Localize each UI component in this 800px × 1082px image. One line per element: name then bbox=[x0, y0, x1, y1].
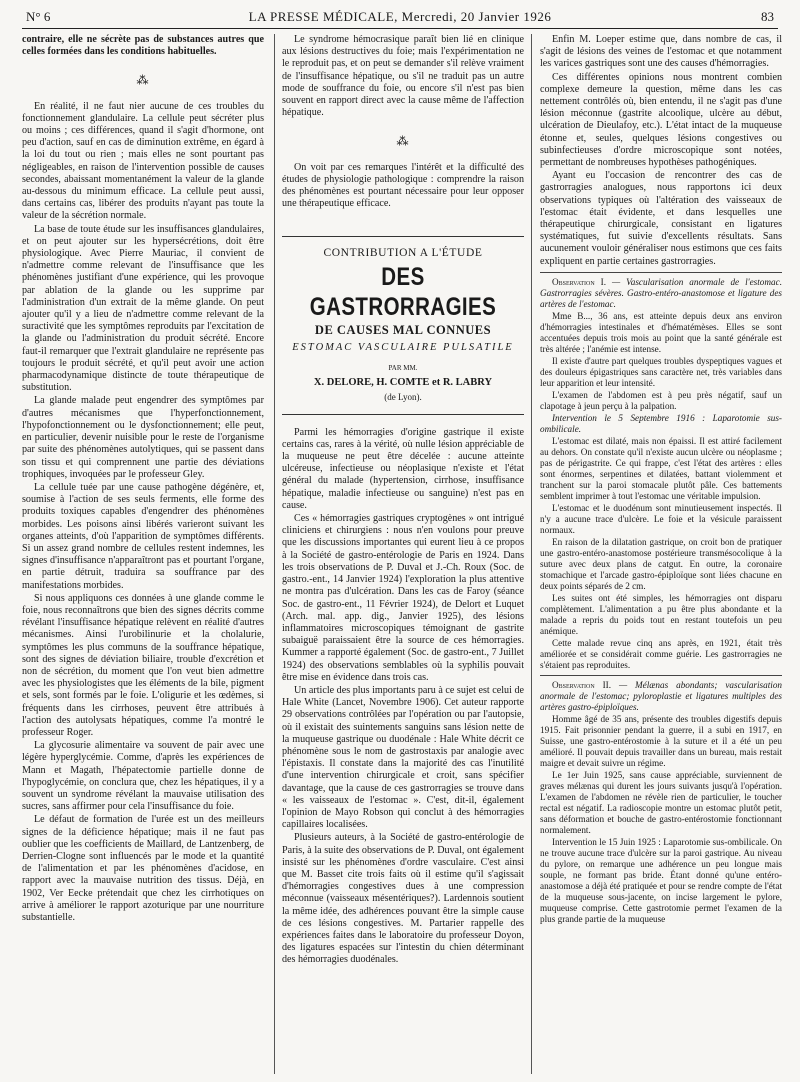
observation-title: — Mélænas abondants; vascularisation anormale de l'estomac; pyloroplastie et ligatures multiples des artères gastro-épiploïques. bbox=[540, 679, 782, 712]
paragraph: Ces différentes opinions nous montrent combien complexe demeure la question, même dans les cas nettement contrôlés où, bien entendu, il ne s'agit pas d'une lésion méconnue (gastrite alcoolique, ulcère au début, ulcération de Dieulafoy, etc.). L'état intact de la muqueuse étonne et, seules, quelques lésions congestives ou subinfectieuses d'ordre microscopique sont notées, permettant de nombreuses hypothèses pathogéniques. bbox=[540, 71, 782, 169]
paragraph: Plusieurs auteurs, à la Société de gastro-entérologie de Paris, à la suite des observations de P. Duval, ont également insisté sur les phénomènes d'ordre vasculaire. C'est ainsi que M. Basset cite trois faits où il estime qu'il s'agissait d'hémorragies congestives dues à une compression méconnue (vaisseaux mésentériques?). Lardennois soutient la même idée, des adhérences pouvant être la simple cause de ces lésions congestives. M. Partarier rappelle des expériences faites dans le laboratoire du professeur Doyon, des ligatures espacées sur l'intestin du chien déterminant des hémorragies duodénales. bbox=[282, 832, 524, 966]
paragraph: La glande malade peut engendrer des symptômes par d'autres mécanismes que l'hyperfonctionnement, l'hypofonctionnement ou le dysfonctionnement; elle peut, en particulier, devenir nuisible pour le reste de l'organisme par suite des phénomènes autolytiques, qui se passent dans son tissu et qui comprennent une partie des déviations trophiques, invoquées par le professeur Gley. bbox=[22, 395, 264, 480]
article-subtitle-2: ESTOMAC VASCULAIRE PULSATILE bbox=[292, 341, 514, 353]
observation-body bbox=[540, 714, 782, 925]
paragraph: On voit par ces remarques l'intérêt et la difficulté des études de physiologie pathologique : comprendre la raison des phénomènes est pourtant nécessaire pour leur opposer une thérapeutique efficace. bbox=[282, 161, 524, 210]
article-subtitle: DE CAUSES MAL CONNUES bbox=[314, 322, 492, 337]
section-separator: ⁂ bbox=[136, 73, 150, 88]
paragraph: Le syndrome hémocrasique paraît bien lié en clinique aux lésions destructives du foie; mais l'expérimentation ne le reproduit pas, et on peut se demander s'il relève vraiment de l'insuffisance hépatique, ou s'il ne traduit pas un autre mode de souffrance du foie, ou encore s'il n'est pas bien souvent en rapport direct avec la cause même de l'affection hépatique. bbox=[282, 34, 524, 119]
observation-label: Observation II. bbox=[552, 679, 612, 690]
observation-heading bbox=[540, 277, 782, 310]
paragraph: Cette malade revue cinq ans après, en 1921, était très améliorée et se considérait comme guérie. Les gastrorragies ne s'étaient pas reproduites. bbox=[540, 637, 782, 670]
paragraph: La base de toute étude sur les insuffisances glandulaires, et on peut ajouter sur les hypersécrétions, doit être physiologique. Avec Pierre Mauriac, il convient de n'admettre comme relevant de l'insuffisance que les phénomènes justifiant d'une expérience, qui les provoque par ablation de la glande ou les supprime par l'administration d'un extrait de la même glande. On peut ajouter qu'il y a lieu de n'admettre comme relevant de la suractivité que les symptômes reproduits par l'excitation de la glande ou l'administration du produit sécrété. Encore faut-il remarquer que l'extrait glandulaire ne représente pas toujours le produit sécrété, et qu'il peut avoir une action pharmacodynamique distincte de toute thérapeutique de substitution. bbox=[22, 223, 264, 394]
column-2 bbox=[282, 34, 524, 1074]
paragraph: L'estomac est dilaté, mais non épaissi. Il est attiré facilement au dehors. On constate qu'il n'existe aucun ulcère ou néoplasme ; pas de périgastrite. Ce qui frappe, c'est l'état des artères : elles sont énormes, serpentines et dilatées, battant violemment et tranchent sur la paroi stomacale plutôt pâle. Ces battements semblent imprimer à tout l'estomac une véritable impulsion. bbox=[540, 435, 782, 501]
paragraph: En réalité, il ne faut nier aucune de ces troubles du fonctionnement glandulaire. La cellule peut sécréter plus ou moins ; ces différences, quand il s'agit d'hormone, ont peu d'action, sauf en cas de diminution extrême, en égard à la loi du tout ou rien ; mais elles ne sont pourtant pas négligeables, en raison de l'intervention possible de causes secondes, abaissant momentanément la valeur de la glande au-dessous du minimum efficace. La cellule peut aussi, dans certains cas, libérer des produits n'ayant pas toute la valeur de la sécrétion normale. bbox=[22, 100, 264, 222]
paragraph: Ces « hémorragies gastriques cryptogènes » ont intrigué cliniciens et chirurgiens : nous n'en voulons pour preuve que les discussions importantes qui eurent lieu à ce propos à la Société de gastro-entérologie de Paris en 1924. Dans les trois observations de P. Duval et J.-Ch. Roux (Soc. de gastro.-ent., 14 Janvier 1924) l'exploration la plus attentive ne montra pas d'ulcération. Dans les cas de Faroy (séance Soc. de gastro-ent., 11 Février 1924), de Delort et Luquet (Arch. mal. app. dig., Janvier 1925), des lésions inflammatoires microscopiques témoignant de gastrite subaiguë paraissaient être la source de ces hémorragies. Kummer a rapporté également (Soc. de gastro-ent., 7 Juillet 1924) des observations semblables où la syphilis pouvait être mise en évidence dans trois cas. bbox=[282, 513, 524, 683]
paragraph: Parmi les hémorragies d'origine gastrique il existe certains cas, rares à la vérité, où nulle lésion appréciable de la muqueuse ne peut être décelée : aucune atteinte ulcéreuse, infectieuse ou néoplasique n'existe et l'état général du malade (hypertension, cirrhose, insuffisance hépatique, maladie infectieuse ou sanguine) n'est pas en cause. bbox=[282, 426, 524, 511]
paragraph: Homme âgé de 35 ans, présente des troubles digestifs depuis 1915. Fait prisonnier pendant la guerre, il a subi en 1917, en Suisse, une gastro-entérostomie à la suture et il a été un peu amélioré. Il pouvait depuis travailler dans un bureau, mais restait maigre et devait suivre un régime. bbox=[540, 713, 782, 768]
paragraph: Les suites ont été simples, les hémorragies ont disparu complètement. L'alimentation a pu être plus abondante et la malade a repris du poids tout en restant toutefois un peu anémique. bbox=[540, 592, 782, 636]
paragraph: L'estomac et le duodénum sont minutieusement inspectés. Il n'y a aucune trace d'ulcère. Le foie et la vésicule paraissent normaux. bbox=[540, 502, 782, 535]
column-1 bbox=[22, 34, 264, 1074]
paragraph: L'examen de l'abdomen est à peu près négatif, sauf un clapotage à jeun perçu à la palpation. bbox=[540, 389, 782, 411]
observation-title: — Vascularisation anormale de l'estomac. Gastrorragies sévères. Gastro-entéro-anastomose et ligature des artères de l'estomac. bbox=[540, 276, 782, 309]
divider bbox=[540, 272, 782, 273]
section-separator: ⁂ bbox=[396, 134, 410, 149]
column-3 bbox=[540, 34, 782, 1074]
paragraph: Un article des plus importants paru à ce sujet est celui de Hale White (Lancet, Novembre 1906). Cet auteur rapporte 29 observations contrôlées par l'opération ou par l'autopsie, où il existait des suintements sanguins sans lésion nette de la muqueuse gastrique ou duodénale : Hale White décrit ce phénomène sous le nom de gastrostaxis par analogie avec l'épistaxis. Il constate dans la majorité des cas l'inutilité d'une intervention chirurgicale et croit, sans spécifier davantage, que la cause de ces gastrorragies se trouve dans « les vaisseaux de l'estomac ». C'est, dit-il, également l'opinion de Mayo Robson qui conclut à des hémorragies capillaires localisées. bbox=[282, 684, 524, 831]
paragraph: Intervention le 15 Juin 1925 : Laparotomie sus-ombilicale. On ne trouve aucune trace d'ulcère sur la paroi gastrique. Au niveau du pylore, on remarque une adhérence un peu longue mais souple, ne formant pas bride. Étant donné qu'une entéro-anastomose a déjà été pratiquée et pour se rendre compte de l'état de la muqueuse sous-jacente, on incise largement le pylore, muqueuse comprise. Cette gastrotomie permet l'examen de la plus grande partie de la muqueuse bbox=[540, 836, 782, 924]
paragraph: Il existe d'autre part quelques troubles dyspeptiques vagues et des douleurs épigastriques sans caractère net, très variables dans leur apparition et leur intensité. bbox=[540, 355, 782, 388]
paragraph: Le défaut de formation de l'urée est un des meilleurs signes de la déficience hépatique; mais il ne faut pas oublier que les coefficients de Maillard, de Lantzenberg, de Derrien-Clogne sont influencés par le mode et la quantité de l'alimentation et par les phénomènes d'acidose, en rapport avec la mauvaise nutrition des tissus. Déjà, en 1902, Ver Eecke prétendait que chez les cirrhotiques on arrive à améliorer le rapport azoturique par une nourriture substantielle. bbox=[22, 814, 264, 924]
article-kicker: CONTRIBUTION A L'ÉTUDE bbox=[323, 247, 483, 260]
paragraph: contraire, elle ne sécrète pas de substances autres que celles formées dans les conditions habituelles. bbox=[22, 34, 264, 58]
paragraph: Si nous appliquons ces données à une glande comme le foie, nous reconnaîtrons que bien des signes décrits comme révélant l'insuffisance hépatique relèvent en réalité d'autres mécanismes. Ainsi l'urobilinurie et la cholalurie, symptômes les plus communs de la souffrance hépatique, sont des signes de déviation biliaire, trouble d'excrétion et non de sécrétion, du moment que l'on veut bien admettre avec les physiologistes que les éléments de la bile, pigment et sels, sont formés par le foie. L'oligurie et les œdèmes, si fréquents dans les cirrhoses, peuvent être attribués à l'action des autolysats hépatiques, comme l'a montré le professeur Roger. bbox=[22, 592, 264, 738]
paragraph: Mme B..., 36 ans, est atteinte depuis deux ans environ d'hémorragies intestinales et d'hématémèses. Elles se sont accentuées depuis trois mois au point que la santé générale est très altérée ; l'anémie est intense. bbox=[540, 310, 782, 354]
article-authors: X. DELORE, H. COMTE et R. LABRY bbox=[313, 377, 493, 389]
paragraph: La cellule tuée par une cause pathogène dégénère, et, soumise à l'action de ses seuls ferments, elle forme des produits toxiques capables d'engendrer des phénomènes morbides. Les poisons ainsi libérés varieront suivant les organes atteints, d'où l'apparition de symptômes différents. Si un assez grand nombre de cellules restent indemnes, les signes d'insuffisance n'apparaîtront pas et pourtant l'organe, en partie détruit, traduira sa souffrance par des manifestations morbides. bbox=[22, 481, 264, 591]
paragraph: Enfin M. Loeper estime que, dans nombre de cas, il s'agit de lésions des veines de l'estomac et que notamment les varices gastriques sont une des causes d'hémorragies. bbox=[540, 34, 782, 70]
page-number: 83 bbox=[761, 9, 774, 24]
paragraph: En raison de la dilatation gastrique, on croit bon de pratiquer une gastro-entéro-anastomose postérieure transmésocolique à la suture avec deux plans de catgut. En outre, la coronaire stomachique et l'arcade gastro-épiploïque sont liées chacune en deux points séparés de 2 cm. bbox=[540, 536, 782, 591]
observation-body bbox=[540, 311, 782, 671]
running-header bbox=[22, 6, 778, 29]
paragraph: Intervention le 5 Septembre 1916 : Laparotomie sus-ombilicale. bbox=[540, 412, 782, 434]
issue-number: N° 6 bbox=[26, 9, 51, 24]
observation-label: Observation I. bbox=[552, 276, 607, 287]
observation-heading bbox=[540, 680, 782, 713]
divider bbox=[540, 675, 782, 676]
journal-title: LA PRESSE MÉDICALE, Mercredi, 20 Janvier 1926 bbox=[248, 9, 552, 24]
paragraph: Ayant eu l'occasion de rencontrer des cas de gastrorragies analogues, nous rapportons ici deux observations typiques où l'altération des vaisseaux de l'estomac était évidente, et dans lesquelles une thérapeutique chirurgicale, consistant en ligatures systématiques, fut suivie d'excellents résultats. Sans aucunement vouloir généraliser nous estimons que ces faits expliquent en partie certaines gastrorragies. bbox=[540, 170, 782, 267]
paragraph: Le 1er Juin 1925, sans cause appréciable, surviennent de graves mélænas qui durent les jours suivants jusqu'à l'opération. L'examen de l'abdomen ne révèle rien de particulier, le toucher rectal est négatif. La radioscopie montre un estomac plutôt petit, sans déformation et bouche de gastro-entérostomie fonctionnant normalement. bbox=[540, 769, 782, 835]
column-rule bbox=[274, 34, 275, 1074]
column-rule bbox=[531, 34, 532, 1074]
byline-prefix: PAR MM. bbox=[388, 364, 418, 373]
author-affiliation: (de Lyon). bbox=[384, 392, 422, 403]
paragraph: La glycosurie alimentaire va souvent de pair avec une légère hyperglycémie. Comme, d'après les expériences de Mann et Magath, l'hépatectomie partielle donne de l'hypoglycémie, on conclura que, chez les hépatiques, il y a souvent un syndrome révélant la mauvaise utilisation des sucres, sans affirmer pour cela l'insuffisance du foie. bbox=[22, 740, 264, 813]
article-title-block bbox=[282, 236, 524, 414]
article-title: DES GASTRORRAGIES bbox=[309, 262, 497, 321]
